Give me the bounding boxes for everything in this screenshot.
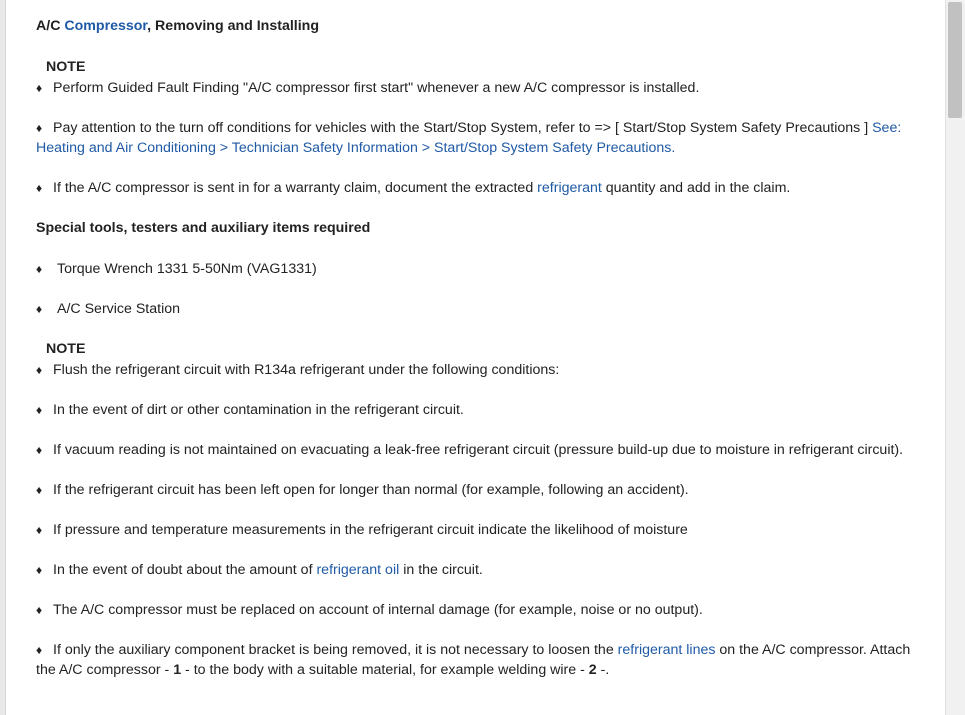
list-item — [36, 600, 703, 620]
list-item-text: -. — [596, 662, 610, 678]
note-label: NOTE — [46, 341, 86, 357]
item-number-1: 1 — [173, 662, 182, 678]
list-item-text: - to the body with a suitable material, for example welding wire - — [181, 662, 589, 678]
left-panel-edge — [0, 0, 6, 715]
bullet-icon: ♦ — [36, 121, 43, 135]
list-item-text: Torque Wrench 1331 5-50Nm (VAG1331) — [57, 261, 317, 277]
list-item — [36, 640, 910, 660]
bullet-icon: ♦ — [36, 483, 43, 497]
list-item-text: In the event of doubt about the amount of — [53, 562, 317, 578]
see-link[interactable]: See: — [872, 120, 902, 136]
list-item-text: In the event of dirt or other contamination in the refrigerant circuit. — [53, 402, 464, 418]
bullet-icon: ♦ — [36, 181, 43, 195]
refrigerant-link[interactable]: refrigerant — [537, 180, 602, 196]
list-item-text: The A/C compressor must be replaced on account of internal damage (for example, noise or no output). — [53, 602, 703, 618]
list-item-text: If only the auxiliary component bracket is being removed, it is not necessary to loosen the — [53, 642, 618, 658]
item-number-2: 2 — [588, 662, 597, 678]
list-item-text: If the A/C compressor is sent in for a warranty claim, document the extracted — [53, 180, 538, 196]
page-title — [36, 16, 319, 36]
list-item — [36, 118, 901, 138]
list-item — [36, 520, 688, 540]
bullet-icon: ♦ — [36, 523, 43, 537]
compressor-link[interactable]: Compressor — [64, 18, 148, 34]
list-item-text: Pay attention to the turn off conditions for vehicles with the Start/Stop System, refer to => [ Start/Stop System Safety Precautions ] — [53, 120, 873, 136]
bullet-icon: ♦ — [36, 563, 43, 577]
bullet-icon: ♦ — [36, 302, 43, 316]
list-item-text: on the A/C compressor. Attach — [715, 642, 911, 658]
bullet-icon: ♦ — [36, 81, 43, 95]
list-item-text: quantity and add in the claim. — [601, 180, 791, 196]
bullet-icon: ♦ — [36, 443, 43, 457]
note-label: NOTE — [46, 59, 86, 75]
list-item-continuation — [36, 660, 609, 680]
safety-precautions-link[interactable]: Heating and Air Conditioning > Technician Safety Information > Start/Stop System Safety Precautions — [36, 140, 672, 156]
list-item — [36, 400, 464, 420]
refrigerant-lines-link[interactable]: refrigerant lines — [617, 642, 716, 658]
list-item-text: If the refrigerant circuit has been left open for longer than normal (for example, following an accident). — [53, 482, 689, 498]
list-item-text: A/C Service Station — [57, 301, 181, 317]
bullet-icon: ♦ — [36, 403, 43, 417]
bullet-icon: ♦ — [36, 363, 43, 377]
list-item — [36, 299, 180, 319]
bullet-icon: ♦ — [36, 262, 43, 276]
list-item — [36, 259, 317, 279]
list-item-text: If vacuum reading is not maintained on evacuating a leak-free refrigerant circuit (pressure build-up due to moisture in refrigerant circuit). — [53, 442, 904, 458]
vertical-scrollbar[interactable] — [945, 0, 965, 715]
list-item — [36, 560, 483, 580]
list-item-text: in the circuit. — [399, 562, 483, 578]
list-item — [36, 178, 790, 198]
list-item — [36, 480, 689, 500]
list-item-continuation — [36, 138, 675, 158]
scrollbar-thumb[interactable] — [948, 2, 962, 118]
title-prefix: A/C — [36, 18, 65, 34]
list-item — [36, 360, 559, 380]
list-item-text: the A/C compressor - — [36, 662, 174, 678]
refrigerant-oil-link[interactable]: refrigerant oil — [316, 562, 400, 578]
link-period: . — [671, 140, 676, 156]
bullet-icon: ♦ — [36, 603, 43, 617]
list-item-text: If pressure and temperature measurements in the refrigerant circuit indicate the likelihood of moisture — [53, 522, 688, 538]
list-item-text: Perform Guided Fault Finding "A/C compressor first start" whenever a new A/C compressor is installed. — [53, 80, 700, 96]
title-suffix: , Removing and Installing — [147, 18, 320, 34]
list-item — [36, 78, 699, 98]
list-item-text: Flush the refrigerant circuit with R134a refrigerant under the following conditions: — [53, 362, 560, 378]
bullet-icon: ♦ — [36, 643, 43, 657]
list-item — [36, 440, 903, 460]
section-heading: Special tools, testers and auxiliary items required — [36, 220, 371, 236]
